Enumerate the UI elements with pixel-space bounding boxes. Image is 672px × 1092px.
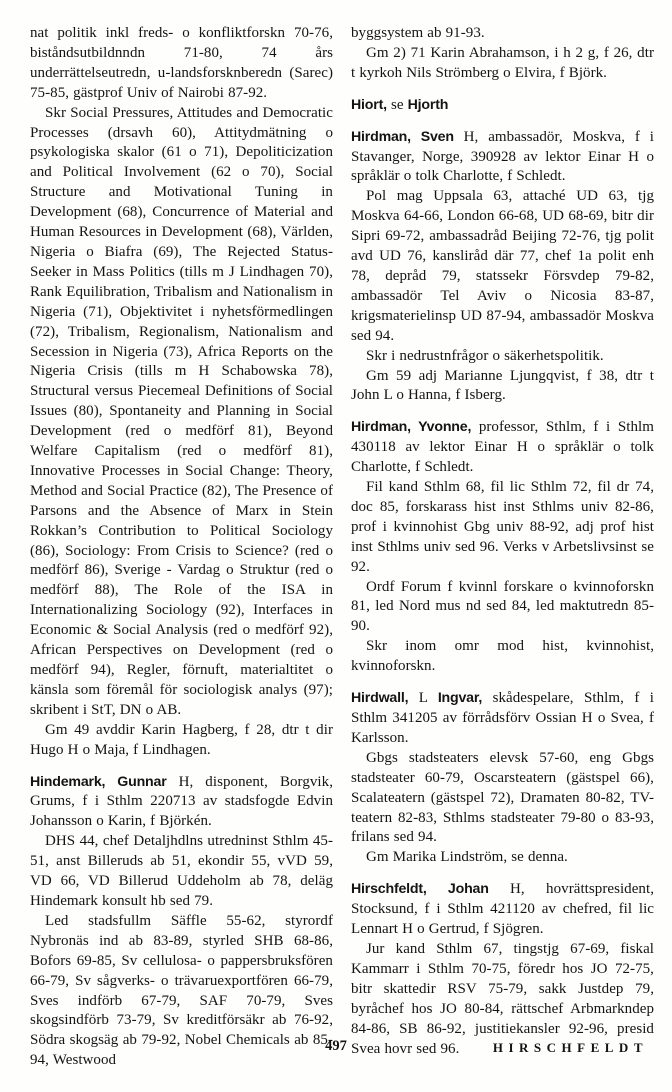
body-text: H, hovrättspresident, Stocksund, f i Sthlm 421120 av chefred, fil lic Lennart H o Gertrud, f Sjögren. xyxy=(351,881,655,938)
body-text: Led stadsfullm Säffle 55-62, styrordf Nybronäs ind ab 83-89, styrled SHB 68-86, Bofors 69-85, Sv cellulosa- o pappersbruksfören 66-79, Sv sågverks- o trävaruexportfören 66-79, Sves indförb 67-79, SAF 70-79, Sves skogsindförb 73-79, Sv kreditförsäkr ab 76-92, Södra skogsäg ab 79-92, Nobel Chemicals ab 85-94, Westwood xyxy=(30,912,333,1069)
body-text: nat politik inkl freds- o konfliktforskn 70-76, biståndsutbildnndn 71-80, 74 års underrättelseutredn, u-landsforsknberedn (Sarec) 75-85, gästprof Univ of Nairobi 87-92. xyxy=(30,25,333,101)
entry-name: Hirdwall, xyxy=(351,690,409,707)
entry-name: Hirdman, Yvonne, xyxy=(351,419,472,436)
body-paragraph xyxy=(351,367,654,407)
body-text: Pol mag Uppsala 63, attaché UD 63, tjg Moskva 64-66, London 66-68, UD 68-69, bitr dir Sipri 69-72, ambassadråd Beijing 72-76, tjg polit avd UD 76, kansliråd där 77, chef 1a polit enh 78, depråd 79, statssekr Försvdep 79-82, ambassadör Tel Aviv o Nicosia 83-87, krigsmaterielinsp UD 87-94, ambassadör Moskva sed 94. xyxy=(351,188,654,344)
entry-name: Hjorth xyxy=(407,96,449,113)
body-paragraph xyxy=(30,721,333,761)
text-column-right xyxy=(351,24,654,1059)
entry-name: Hindemark, Gunnar xyxy=(30,773,167,790)
body-paragraph xyxy=(30,104,333,721)
body-text: Gm 59 adj Marianne Ljungqvist, f 38, dtr t John L o Hanna, f Isberg. xyxy=(351,367,654,404)
body-text: Gm Marika Lindström, se denna. xyxy=(366,849,568,866)
body-paragraph xyxy=(351,24,654,44)
body-paragraph xyxy=(351,637,654,677)
entry-paragraph xyxy=(351,128,654,188)
entry-paragraph xyxy=(351,418,654,478)
body-text: Ordf Forum f kvinnl forskare o kvinnoforskn 81, led Nord mus nd sed 84, led maktutredn 85-90. xyxy=(351,578,654,635)
entry-paragraph xyxy=(351,96,654,116)
body-text: Gm 49 avddir Karin Hagberg, f 28, dtr t dir Hugo H o Maja, f Lindhagen. xyxy=(30,721,333,758)
body-text: Skr i nedrustnfrågor o säkerhetspolitik. xyxy=(366,347,604,364)
entry-name: Ingvar, xyxy=(437,690,483,707)
body-paragraph xyxy=(351,848,654,868)
body-text: DHS 44, chef Detaljhdlns utredninst Sthlm 45-51, anst Billeruds ab 51, ekondir 55, vVD 59, VD 66, VD Billerud Uddeholm ab 78, deläg Hindemark konsult hb sed 79. xyxy=(30,833,333,909)
body-paragraph xyxy=(351,44,654,84)
page-number: 497 xyxy=(325,1038,347,1054)
body-text: byggsystem ab 91-93. xyxy=(351,25,485,41)
body-text: skådespelare, Sthlm, f i Sthlm 341205 av förrådsförv Ossian H o Svea, f Karlsson. xyxy=(351,690,654,746)
body-paragraph xyxy=(351,749,654,849)
body-text: H, disponent, Borgvik, Grums, f i Sthlm 220713 av stadsfogde Edvin Johansson o Karin, f Björkén. xyxy=(30,773,333,830)
body-text: professor, Sthlm, f i Sthlm 430118 av lektor Einar H o språklär o tolk Charlotte, f Schledt. xyxy=(351,419,654,476)
body-text: se xyxy=(386,96,408,113)
body-paragraph xyxy=(351,478,654,578)
entry-paragraph xyxy=(30,773,333,833)
entry-name: Hirschfeldt, Johan xyxy=(351,881,489,898)
entry-name: Hiort, xyxy=(351,96,387,113)
body-text: L xyxy=(408,690,438,707)
body-text: Jur kand Sthlm 67, tingstjg 67-69, fiskal Kammarr i Sthlm 70-75, föredr hos JO 72-75, bitr skattedir RSV 75-79, sakk Justdep 79, byråchef hos JO 80-84, rättschef Arbmarkndep 84-86, SB 86-92, justitiekansler 92-96, presid Svea hovr sed 96. xyxy=(351,940,654,1057)
entry-name: Hirdman, Sven xyxy=(351,128,454,145)
running-head: HIRSCHFELDT xyxy=(492,1040,648,1055)
body-text: Skr Social Pressures, Attitudes and Democratic Processes (drsavh 60), Attitydmätning o psykologiska skalor (61 o 71), Depoliticization and Political Involvement (62 o 70), Social Structure and Motivational Tuning in Development (68), Concurrence of Material and Human Resources in Development (68), Världen, Nigeria o Biafra (69), The Rejected Status-Seeker in Mass Politics (tills m J Lindhagen 70), Rank Equilibration, Tribalism and Nationalism in Nigeria (71), Objektivitet i nyhetsförmedlingen (72), Tribalism, Regionalism, Nationalism and Secession in Nigeria (73), Africa Reports on the Nigeria Crisis (tills m H Schabowska 78), Structural versus Piecemeal Definitions of Social Issues (80), Spontaneity and Planning in Social Development (red o medförf 81), Beyond Welfare Capitalism (red o medförf 81), Innovative Processes in Social Change: Theory, Method and Social Practice (82), The Presence of Parsons and the Absence of Marx in Stein Rokkan’s Contribution to Political Sociology (86), Sociology: From Crisis to Science? (red o medförf 86), Sverige - Vardag o Struktur (red o medförf 88), The Role of the ISA in Internationalizing Sociology (92), Interfaces in Economic & Social Analysis (red o medförf 92), African Perspectives on Development (red o medförf 94), Regler, förnuft, materialtitet o känsla som föremål för sociologisk analys (97); skribent i StT, DN o AB. xyxy=(30,104,333,718)
body-paragraph xyxy=(351,347,654,367)
text-column-left xyxy=(30,24,333,1071)
body-text: Gm 2) 71 Karin Abrahamson, i h 2 g, f 26, dtr t kyrkoh Nils Strömberg o Elvira, f Björk. xyxy=(351,44,654,81)
body-paragraph xyxy=(30,832,333,912)
body-paragraph xyxy=(351,187,654,346)
body-text: Gbgs stadsteaters elevsk 57-60, eng Gbgs stadsteater 60-79, Oscarsteatern (gästspel 66), Scalateatern (gästspel 72), Dramaten 80-82, TV-teatern 82-83, Sthlms stadsteater 79-80 o 83-93, frilans sed 94. xyxy=(351,749,654,846)
body-text: Fil kand Sthlm 68, fil lic Sthlm 72, fil dr 74, doc 85, forskarass hist inst Sthlms univ 82-86, prof i kvinnohist Gbg univ 88-92, adj prof hist inst Sthlms univ sed 96. Verks v Arbetslivsinst se 92. xyxy=(351,479,654,575)
body-paragraph xyxy=(30,24,333,104)
body-text: Skr inom omr mod hist, kvinnohist, kvinnoforskn. xyxy=(351,638,654,675)
entry-paragraph xyxy=(351,689,654,749)
entry-paragraph xyxy=(351,880,654,940)
body-text: H, ambassadör, Moskva, f i Stavanger, Norge, 390928 av lektor Einar H o språklär o tolk Charlotte, f Schledt. xyxy=(351,128,655,185)
body-paragraph xyxy=(351,578,654,638)
